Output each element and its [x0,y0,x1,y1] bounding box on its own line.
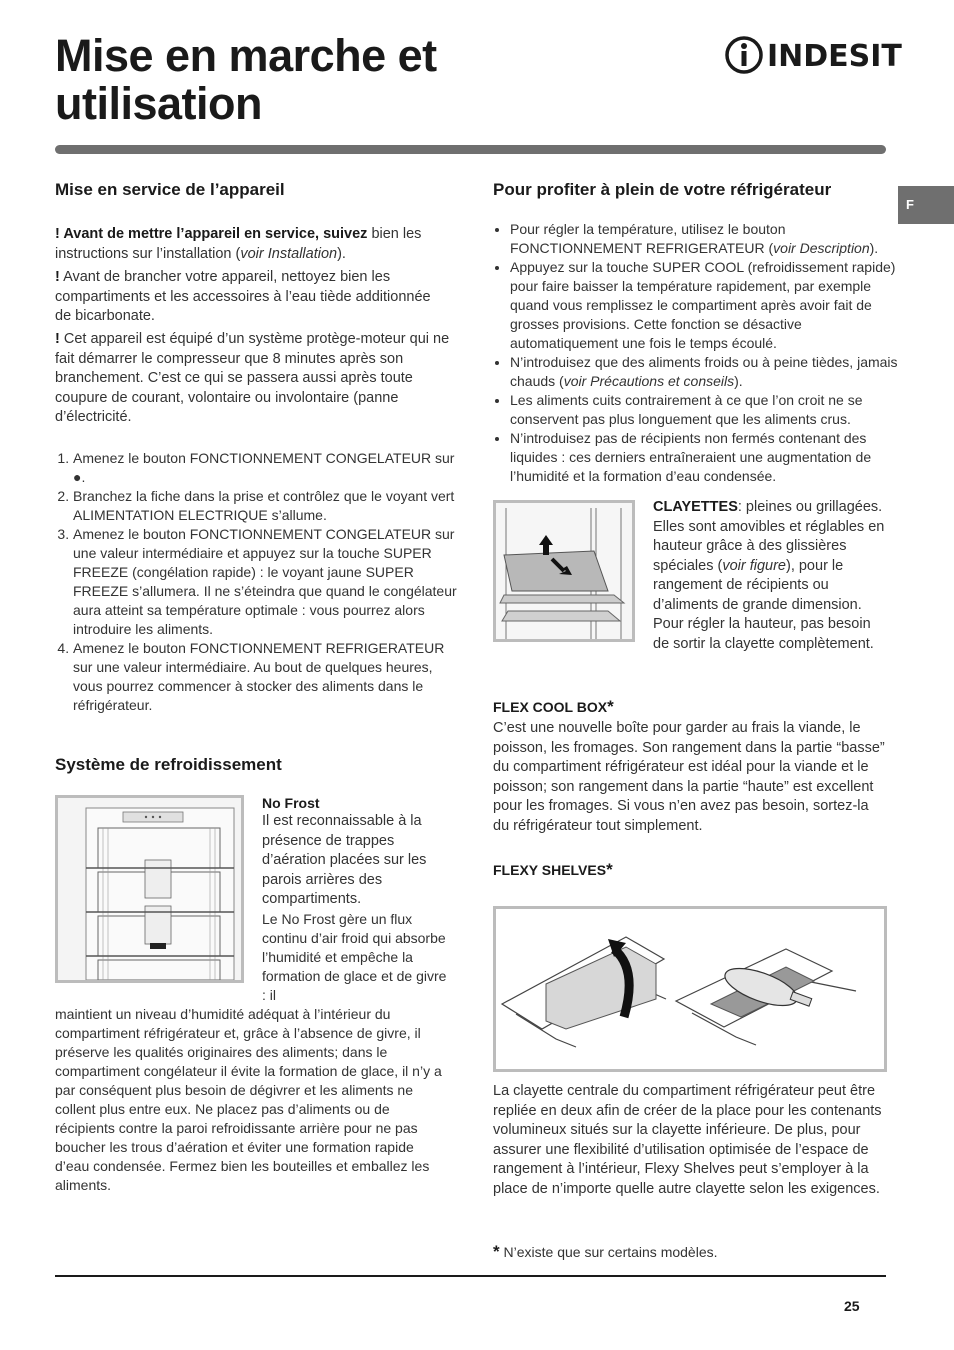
step-item: 3. Amenez le bouton FONCTIONNEMENT CONGELATEUR sur une valeur intermédiaire et appuyez sur la touche SUPER FREEZE (congélation rapide) : le voyant jaune SUPER FREEZE s’allumera. Il ne s’éteindra que quand le congélateur aura atteint sa température optimale : vous pourrez alors introduire les aliments. [73,525,466,639]
clayettes-illustration [493,500,635,642]
folding-shelf-icon [496,909,884,1069]
nofrost-continued: maintient un niveau d’humidité adéquat à l’intérieur du compartiment réfrigérateur et, grâce à l’absence de givre, il préserve les qualités originaires des aliments; dans le compartiment congélateur il évite la formation de glace, il n’y a par conséquent plus besoin de dégivrer et les aliments ne collent plus entre eux. Ne placez pas d’aliments ou de récipients contre la paroi refroidissante arrière pour ne pas boucher les trous d’aération et éviter une formation rapide d’eau condensée. Fermez bien les bouteilles et emballez les aliments. [55,1006,442,1193]
footnote: * N’existe que sur certains modèles. [493,1242,718,1261]
startup-steps [55,449,466,715]
shelf-adjust-icon [496,503,632,639]
usage-tips-list [493,220,905,486]
flex-cool-box-title: FLEX COOL BOX* [493,697,614,716]
list-item: • N’introduisez pas de récipients non fermés contenant des liquides : ces derniers entraîneraient une augmentation de l’humidité et la formation d’eau condensée. [510,429,905,486]
list-item: • Appuyez sur la touche SUPER COOL (refroidissement rapide) pour faire baisser la température rapidement, par exemple quand vous remplissez le compartiment après avoir fait de grosses provisions. Cette fonction se désactive automatiquement une fois le temps écoulé. [510,258,905,353]
bottom-divider [55,1275,886,1277]
paragraph-avant-service: ! Avant de mettre l’appareil en service, suivez bien les instructions sur l’installation (voir Installation). [55,226,422,262]
list-item: • Les aliments cuits contrairement à ce que l’on croit ne se conservent pas plus longuement que les aliments crus. [510,391,905,429]
paragraph-protege-moteur: ! Cet appareil est équipé d’un système protège-moteur qui ne fait démarrer le compresseur que 8 minutes après son branchement. C’est ce qui se passera aussi après toute coupure de courant, volontaire ou involontaire (panne d’électricité. [55,331,450,425]
clayettes-intro: CLAYETTES: pleines ou grillagées. [653,499,883,515]
flexy-shelves-illustration [493,906,887,1072]
language-tab: F [898,186,954,224]
clayettes-description: Elles sont amovibles et réglables en hauteur grâce à des glissières spéciales (voir figure), pour le rangement de récipients ou d’aliments de grande dimension. Pour régler la hauteur, pas besoin de sortir la clayette complètement. [653,518,885,652]
heading-mise-en-service: Mise en service de l’appareil [55,180,285,199]
brand-wordmark: INDESIT [767,39,902,74]
heading-systeme-refroidissement: Système de refroidissement [55,755,282,774]
step-item: 2. Branchez la fiche dans la prise et contrôlez que le voyant vert ALIMENTATION ELECTRIQUE s’allume. [73,487,466,525]
flex-cool-box-text: C’est une nouvelle boîte pour garder au frais la viande, le poisson, les fromages. Son rangement dans la partie “basse” du compartiment réfrigérateur est idéal pour la viande et le poisson; son rangement dans la partie “haute” est excellent pour les fromages. Si vous n’en avez pas besoin, sortez-la du réfrigérateur tout simplement. [493,720,885,834]
list-item: • Pour régler la température, utilisez le bouton FONCTIONNEMENT REFRIGERATEUR (voir Description). [510,220,905,258]
nofrost-title: No Frost [262,795,320,811]
heading-profiter: Pour profiter à plein de votre réfrigérateur [493,180,832,199]
flexy-shelves-text: La clayette centrale du compartiment réfrigérateur peut être repliée en deux afin de créer de la place pour les contenants volumineux situés sur la clayette inférieure. De plus, pour assurer une flexibilité d’utilisation optimisée de l’espace de rangement à l’intérieur, Flexy Shelves peut s’employer à la place de n’importe quelle autre clayette selon les exigences. [493,1083,882,1197]
indesit-logo [725,34,902,76]
flexy-shelves-title: FLEXY SHELVES* [493,860,613,879]
fridge-interior-icon [58,798,241,980]
page-number: 25 [844,1298,860,1314]
nofrost-description: Il est reconnaissable à la présence de trappes d’aération placées sur les parois arrières des compartiments. [262,813,427,907]
top-divider [55,145,886,154]
step-item: 1. Amenez le bouton FONCTIONNEMENT CONGELATEUR sur ●. [73,449,466,487]
page-title: Mise en marche et utilisation [55,30,437,129]
clayettes-block [653,498,888,654]
step-item: 4. Amenez le bouton FONCTIONNEMENT REFRIGERATEUR sur une valeur intermédiaire. Au bout de quelques heures, vous pourrez commencer à stocker des aliments dans le réfrigérateur. [73,639,466,715]
paragraph-nettoyage: ! Avant de brancher votre appareil, nettoyez bien les compartiments et les accessoires à l’eau tiède additionnée de bicarbonate. [55,269,431,324]
nofrost-illustration [55,795,244,983]
nofrost-function: Le No Frost gère un flux continu d’air froid qui absorbe l’humidité et empêche la formation de glace et de givre : il [262,910,447,1003]
nofrost-block [262,795,452,1005]
list-item: • N’introduisez que des aliments froids ou à peine tièdes, jamais chauds (voir Précautions et conseils). [510,353,905,391]
